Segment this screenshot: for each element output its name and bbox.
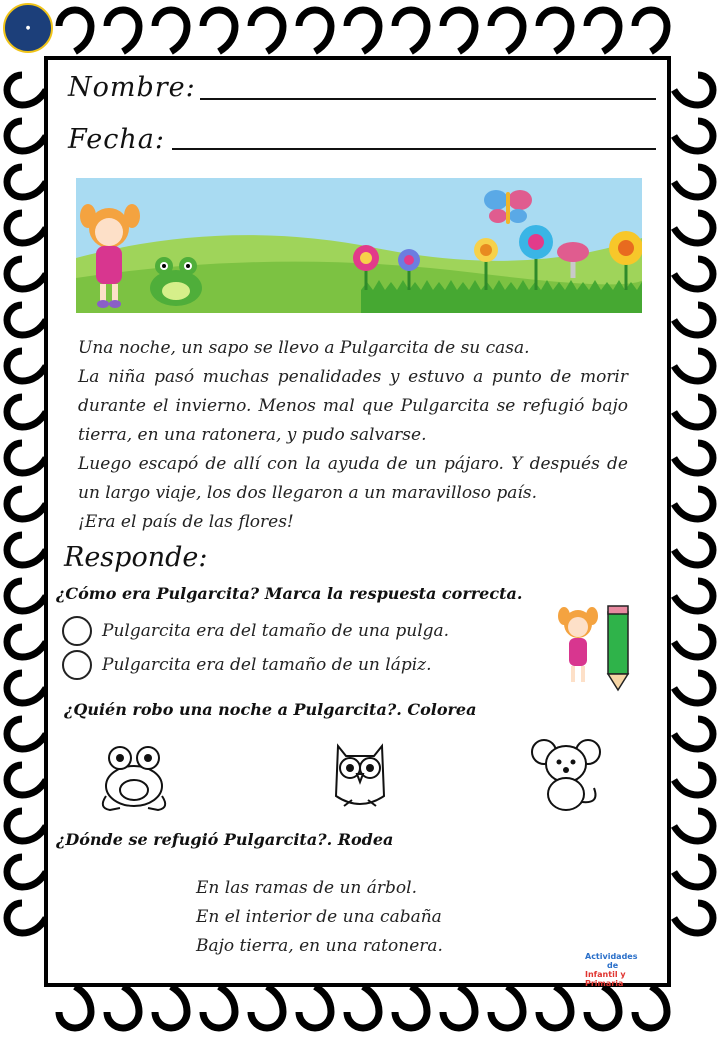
border-swirl (155, 10, 187, 52)
border-swirl (347, 986, 379, 1028)
story-line: ¡Era el país de las flores! (78, 512, 294, 532)
border-swirl (7, 627, 46, 657)
border-swirl (7, 489, 46, 519)
border-swirl (155, 986, 187, 1028)
border-swirl (7, 397, 46, 427)
border-swirl (107, 986, 139, 1028)
border-swirl (674, 75, 713, 105)
border-swirl (7, 167, 46, 197)
option-checkbox[interactable] (62, 650, 92, 680)
border-swirl (674, 167, 713, 197)
name-line[interactable] (200, 98, 656, 100)
border-swirl (7, 535, 46, 565)
story-line: Luego escapó de allí con la ayuda de un pájaro. Y después de un largo viaje, los dos llegaron a un maravilloso país. (78, 454, 628, 503)
border-swirl (539, 986, 571, 1028)
border-swirl (7, 811, 46, 841)
publisher-logo: ● (3, 3, 53, 53)
border-swirl (674, 259, 713, 289)
option-checkbox[interactable] (62, 616, 92, 646)
border-swirl (251, 986, 283, 1028)
option-label: Pulgarcita era del tamaño de un lápiz. (102, 655, 432, 675)
border-swirl (395, 10, 427, 52)
border-swirl (59, 10, 91, 52)
border-swirl (299, 10, 331, 52)
border-swirl (539, 10, 571, 52)
border-swirl (674, 857, 713, 887)
border-swirl (674, 627, 713, 657)
branding-logo (585, 952, 665, 988)
date-label: Fecha: (68, 124, 165, 155)
border-swirl (491, 10, 523, 52)
story-line: Una noche, un sapo se llevo a Pulgarcita de su casa. (78, 338, 530, 358)
border-swirl (491, 986, 523, 1028)
border-swirl (7, 75, 46, 105)
date-line[interactable] (172, 148, 656, 150)
branding-line-3: Infantil y Primaria (585, 970, 626, 988)
answer-option[interactable]: Bajo tierra, en una ratonera. (196, 936, 443, 956)
border-swirl (7, 121, 46, 151)
border-swirl (7, 213, 46, 243)
butterfly-icon (484, 190, 532, 224)
owl-icon[interactable] (330, 740, 390, 814)
border-swirl (674, 213, 713, 243)
border-swirl (674, 673, 713, 703)
mouse-icon[interactable] (530, 734, 602, 814)
border-swirl (674, 443, 713, 473)
border-swirl (674, 903, 713, 933)
story-banner (76, 178, 642, 313)
branding-line-2: de (607, 961, 619, 970)
border-swirl (587, 986, 619, 1028)
girl-and-pencil-icon (556, 602, 636, 694)
story-text (78, 334, 628, 537)
border-swirl (674, 305, 713, 335)
border-swirl (7, 305, 46, 335)
border-swirl (7, 857, 46, 887)
border-swirl (443, 10, 475, 52)
question-2: ¿Quién robo una noche a Pulgarcita?. Colorea (64, 700, 477, 719)
border-swirl (674, 581, 713, 611)
border-swirl (674, 397, 713, 427)
border-swirl (7, 581, 46, 611)
answer-option[interactable]: En las ramas de un árbol. (196, 878, 417, 898)
border-swirl (635, 986, 667, 1028)
border-swirl (7, 443, 46, 473)
border-swirl (203, 10, 235, 52)
border-swirl (203, 986, 235, 1028)
border-swirl (7, 259, 46, 289)
border-swirl (587, 10, 619, 52)
border-swirl (674, 535, 713, 565)
option-label: Pulgarcita era del tamaño de una pulga. (102, 621, 450, 641)
exercises-title: Responde: (64, 542, 208, 573)
branding-line-1: Actividades (585, 952, 638, 961)
border-swirl (635, 10, 667, 52)
border-swirl (443, 986, 475, 1028)
border-swirl (7, 719, 46, 749)
border-swirl (674, 765, 713, 795)
border-swirl (674, 489, 713, 519)
border-swirl (7, 351, 46, 381)
border-swirl (7, 903, 46, 933)
border-swirl (7, 765, 46, 795)
story-line: La niña pasó muchas penalidades y estuvo a punto de morir durante el invierno. Menos mal que Pulgarcita se refugió bajo tierra, en una ratonera, y pudo salvarse. (78, 367, 628, 445)
option-pencil[interactable] (62, 648, 432, 682)
border-swirl (59, 986, 91, 1028)
border-swirl (107, 10, 139, 52)
answer-option[interactable]: En el interior de una cabaña (196, 907, 442, 927)
border-swirl (674, 351, 713, 381)
border-swirl (7, 673, 46, 703)
frog-icon[interactable] (96, 742, 172, 814)
question-3: ¿Dónde se refugió Pulgarcita?. Rodea (56, 830, 394, 849)
border-swirl (674, 811, 713, 841)
border-swirl (674, 121, 713, 151)
option-flea[interactable] (62, 614, 449, 648)
border-swirl (347, 10, 379, 52)
question-1: ¿Cómo era Pulgarcita? Marca la respuesta correcta. (56, 584, 523, 603)
border-swirl (299, 986, 331, 1028)
border-swirl (674, 719, 713, 749)
border-swirl (251, 10, 283, 52)
name-label: Nombre: (68, 72, 196, 103)
border-swirl (395, 986, 427, 1028)
